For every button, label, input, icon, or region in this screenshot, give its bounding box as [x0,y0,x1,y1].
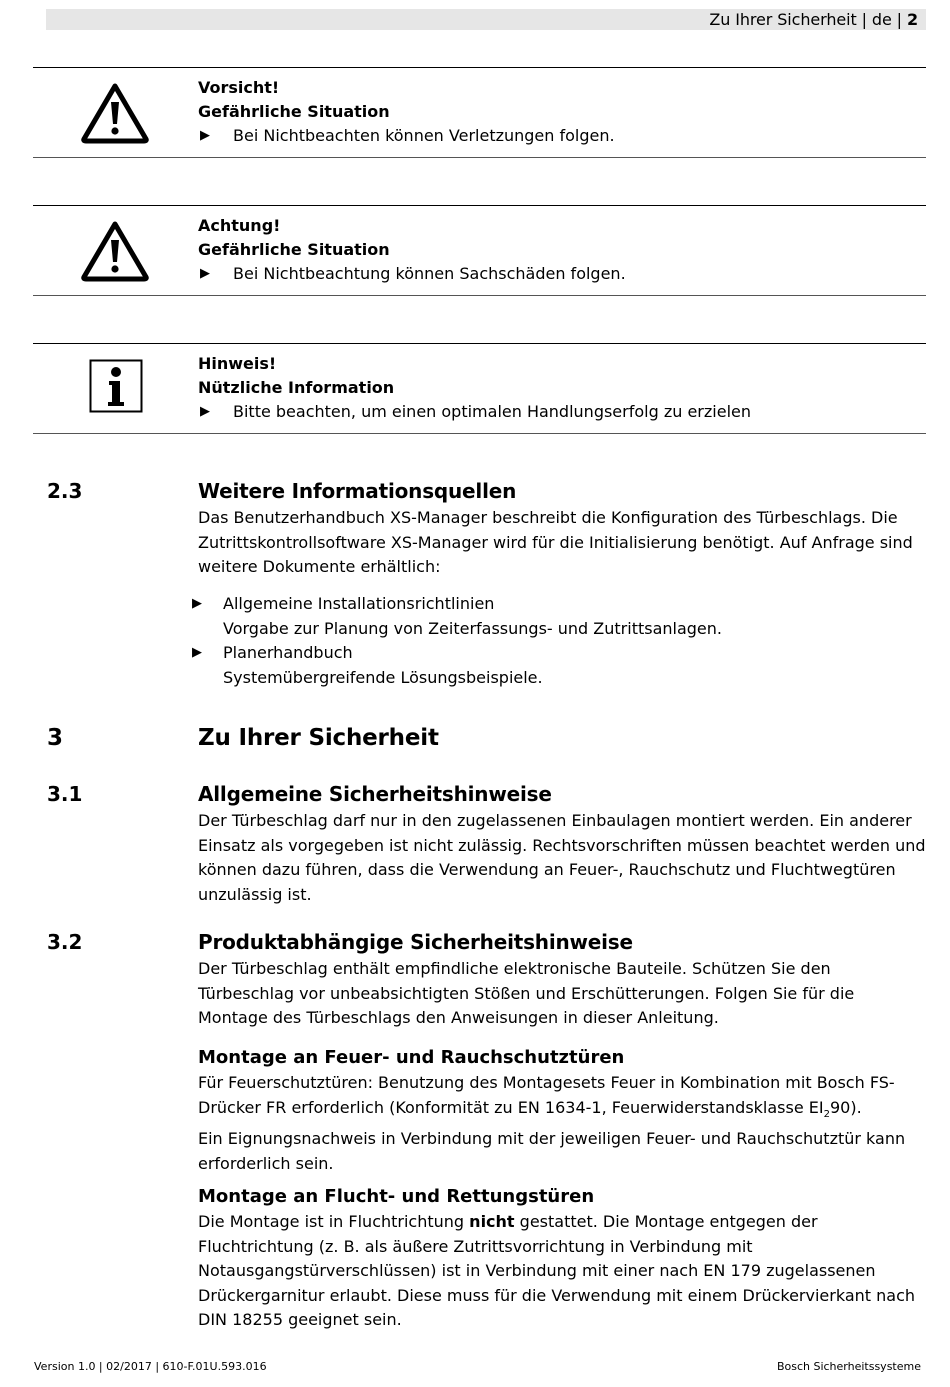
notice-label: Vorsicht! [198,78,280,97]
section-body: Das Benutzerhandbuch XS-Manager beschreibt die Konfiguration des Türbeschlags. Die Zutrittskontrollsoftware XS-Manager wird für die Initialisierung benötigt. Auf Anfrage sind weitere Dokumente erhältlich: [198,508,913,576]
sub2-text: Die Montage ist in Fluchtrichtung [198,1212,470,1231]
footer-version: Version 1.0 | 02/2017 | 610-F.01U.593.016 [34,1360,267,1373]
subsection-body [198,1071,926,1176]
subsection-title: Montage an Flucht- und Rettungstüren [198,1186,595,1207]
bullet-arrow-icon: ▶ [200,128,210,143]
info-source-list [190,592,926,690]
running-header [709,9,918,30]
sub2-emphasis: nicht [469,1212,515,1231]
sub2-text-end: gestattet. Die Montage entgegen der Fluchtrichtung (z. B. als äußere Zutrittsvorrichtung in Verbindung mit Notausgangstürverschlüssen) ist in Verbindung mit einer nach EN 179 zugelassenen Drückergarnitur erlaubt. Diese muss für die Verwendung mit einem Drückervierkant nach DIN 18255 geeignet sein. [198,1212,916,1329]
section-number: 3.1 [47,782,83,806]
warning-triangle-icon [80,220,150,286]
notice-situation: Nützliche Information [198,378,395,397]
section-title: Allgemeine Sicherheitshinweise [198,782,552,806]
notice-text: Bei Nichtbeachten können Verletzungen folgen. [233,126,615,145]
notice-attention [33,205,926,296]
chapter-number: 3 [47,725,64,751]
section-title: Weitere Informationsquellen [198,479,517,503]
subsection-body [198,1210,926,1333]
sub1-text-end: 90). [829,1097,862,1117]
info-icon [89,359,143,417]
subsection-title: Montage an Feuer- und Rauchschutztüren [198,1047,625,1068]
notice-caution [33,67,926,158]
list-item [190,641,926,690]
chapter-title: Zu Ihrer Sicherheit [198,725,439,751]
footer-company: Bosch Sicherheitssysteme [776,1360,921,1373]
section-title: Produktabhängige Sicherheitshinweise [198,930,633,954]
list-item-desc: Vorgabe zur Planung von Zeiterfassungs- und Zutrittsanlagen. [223,618,722,638]
notice-hint [33,343,926,434]
header-title: Zu Ihrer Sicherheit | de | [709,10,907,29]
bullet-arrow-icon: ▶ [200,404,210,419]
section-body: Der Türbeschlag enthält empfindliche elektronische Bauteile. Schützen Sie den Türbeschlag vor unbeabsichtigten Stößen und Erschütterungen. Folgen Sie für die Montage des Türbeschlags den Anweisungen in dieser Anleitung. [198,959,855,1027]
bullet-arrow-icon: ▶ [200,266,210,281]
list-item-title: Allgemeine Installationsrichtlinien [223,594,495,613]
list-item [190,592,926,641]
section-number: 3.2 [47,930,83,954]
list-item-desc: Systemübergreifende Lösungsbeispiele. [223,667,543,687]
notice-situation: Gefährliche Situation [198,240,390,259]
page-number: 2 [906,10,918,29]
list-item-title: Planerhandbuch [223,643,353,662]
section-number: 2.3 [47,479,83,503]
sub1-text-2: Ein Eignungsnachweis in Verbindung mit der jeweiligen Feuer- und Rauchschutztür kann erforderlich sein. [198,1129,906,1173]
notice-label: Hinweis! [198,354,277,373]
section-body: Der Türbeschlag darf nur in den zugelassenen Einbaulagen montiert werden. Ein anderer Einsatz als vorgegeben ist nicht zulässig. Rechtsvorschriften müssen beachtet werden und können dazu führen, dass die Verwendung an Feuer-, Rauchschutz und Fluchtwegtüren unzulässig ist. [198,811,926,904]
sub1-text: Für Feuerschutztüren: Benutzung des Montagesets Feuer in Kombination mit Bosch FS-Drücker FR erforderlich (Konformität zu EN 1634-1, Feuerwiderstandsklasse EI [198,1073,895,1117]
bullet-arrow-icon: ▶ [192,645,202,660]
bullet-arrow-icon: ▶ [192,596,202,611]
sub1-subscript: 2 [823,1108,830,1120]
notice-situation: Gefährliche Situation [198,102,390,121]
notice-text: Bitte beachten, um einen optimalen Handlungserfolg zu erzielen [233,402,751,421]
notice-label: Achtung! [198,216,281,235]
warning-triangle-icon [80,82,150,148]
notice-text: Bei Nichtbeachtung können Sachschäden folgen. [233,264,626,283]
